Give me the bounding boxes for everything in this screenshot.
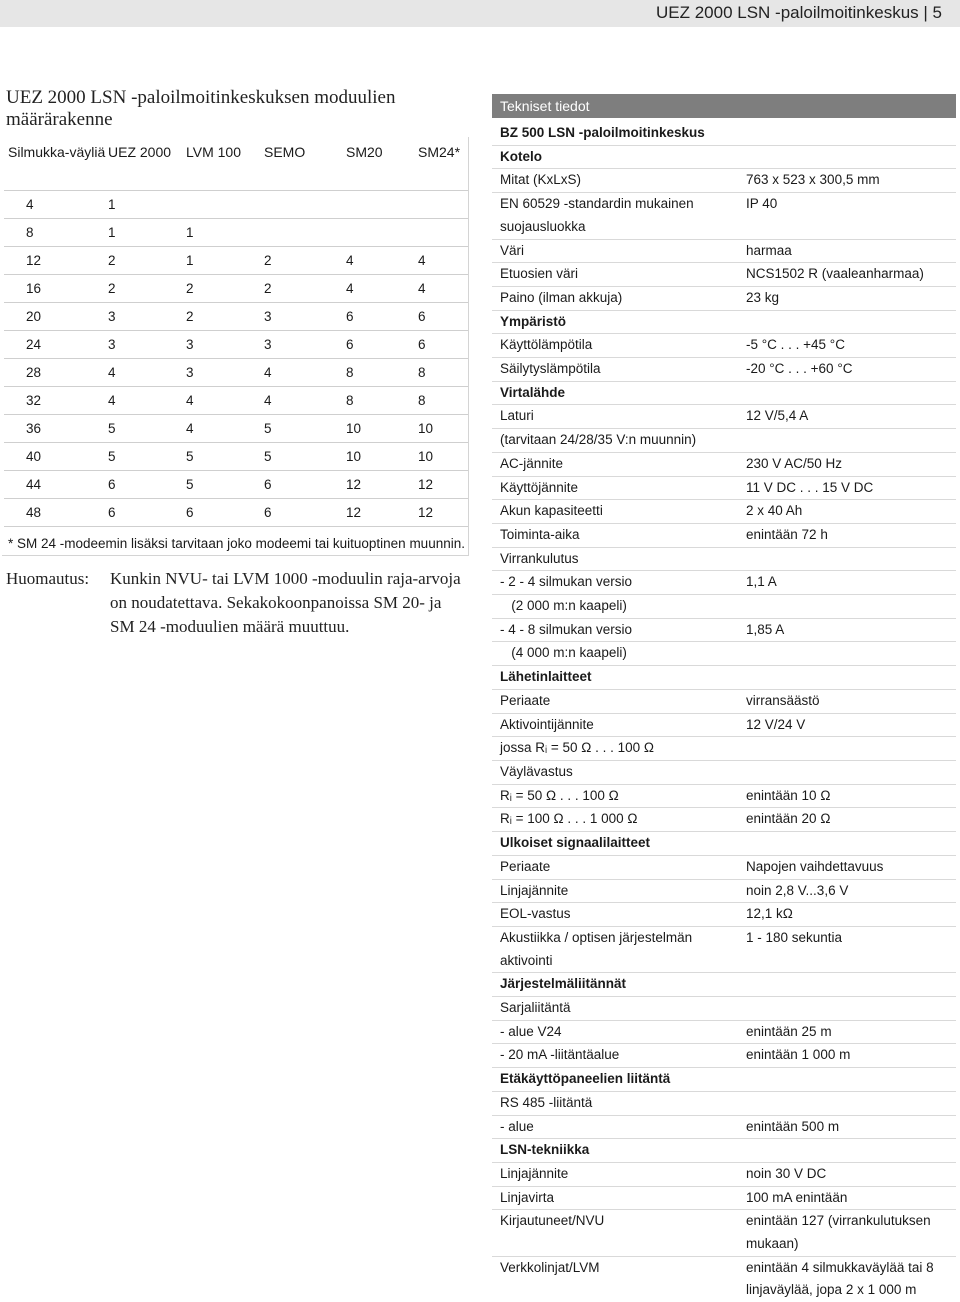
- table-cell: 12: [418, 499, 468, 527]
- col-header: LVM 100: [186, 144, 241, 160]
- spec-value: enintään 25 m: [746, 1023, 832, 1039]
- spec-row: [492, 996, 956, 1020]
- spec-row: [492, 713, 956, 737]
- table-cell: 32: [4, 387, 108, 415]
- spec-row: [492, 192, 956, 238]
- table-cell: 48: [4, 499, 108, 527]
- spec-label: Järjestelmäliitännät: [500, 976, 627, 992]
- col-header: SM24*: [418, 144, 461, 160]
- spec-section-heading: [492, 310, 956, 334]
- table-row: [4, 303, 468, 331]
- spec-value: 1,1 A: [746, 574, 777, 590]
- spec-value: -20 °C . . . +60 °C: [746, 361, 853, 377]
- remark-label: Huomautus:: [6, 569, 90, 588]
- table-row: [4, 387, 468, 415]
- spec-label: Akustiikka / optisen järjestelmän aktivointi: [500, 929, 696, 968]
- table-cell: 2: [186, 303, 264, 331]
- spec-label: (tarvitaan 24/28/35 V:n muunnin): [500, 432, 697, 448]
- spec-label: - 20 mA -liitäntäalue: [500, 1047, 620, 1063]
- table-cell: [418, 191, 468, 219]
- spec-label: Käyttöjännite: [500, 479, 579, 495]
- spec-label: Ulkoiset signaalilaitteet: [500, 835, 651, 851]
- spec-value: enintään 4 silmukkaväylää tai 8 linjaväylää, jopa 2 x 1 000 m: [746, 1259, 934, 1298]
- spec-label: Periaate: [500, 858, 551, 874]
- spec-value: harmaa: [746, 242, 792, 258]
- spec-row: [492, 926, 956, 972]
- spec-label: Toiminta-aika: [500, 526, 580, 542]
- spec-value: enintään 500 m: [746, 1118, 840, 1134]
- spec-label: EOL-vastus: [500, 906, 571, 922]
- table-cell: 10: [346, 415, 418, 443]
- table-cell: 6: [346, 303, 418, 331]
- col-header: UEZ 2000: [108, 144, 172, 160]
- spec-row: [492, 1209, 956, 1255]
- table-row: [4, 415, 468, 443]
- table-cell: 44: [4, 471, 108, 499]
- spec-row: [492, 618, 956, 642]
- spec-label: RS 485 -liitäntä: [500, 1094, 593, 1110]
- table-cell: 40: [4, 443, 108, 471]
- spec-row: [492, 523, 956, 547]
- spec-label: Ympäristö: [500, 313, 567, 329]
- spec-label: EN 60529 -standardin mukainen suojausluokka: [500, 196, 698, 234]
- table-cell: 3: [186, 331, 264, 359]
- spec-row: [492, 855, 956, 879]
- table-cell: 1: [186, 247, 264, 275]
- spec-section-heading: [492, 831, 956, 855]
- spec-value: 11 V DC . . . 15 V DC: [746, 479, 874, 495]
- table-cell: 8: [346, 387, 418, 415]
- spec-row: [492, 807, 956, 831]
- spec-label: Käyttölämpötila: [500, 337, 593, 353]
- spec-label: Verkkolinjat/LVM: [500, 1259, 600, 1275]
- spec-value: 230 V AC/50 Hz: [746, 455, 843, 471]
- spec-label: Aktivointijännite: [500, 716, 594, 732]
- table-cell: 8: [4, 219, 108, 247]
- table-cell: [346, 191, 418, 219]
- table-cell: 6: [264, 471, 346, 499]
- table-cell: 2: [108, 275, 186, 303]
- table-cell: 3: [264, 331, 346, 359]
- spec-value: 763 x 523 x 300,5 mm: [746, 172, 880, 188]
- spec-row: [492, 736, 956, 760]
- spec-label: Rᵢ = 50 Ω . . . 100 Ω: [500, 787, 619, 803]
- table-cell: 1: [108, 191, 186, 219]
- table-cell: 6: [346, 331, 418, 359]
- table-cell: 3: [108, 303, 186, 331]
- spec-value: enintään 72 h: [746, 526, 828, 542]
- table-row: [4, 471, 468, 499]
- table-cell: 2: [186, 275, 264, 303]
- spec-row: [492, 547, 956, 571]
- spec-label: (4 000 m:n kaapeli): [500, 645, 627, 661]
- spec-row: [492, 357, 956, 381]
- spec-label: Virtalähde: [500, 384, 566, 400]
- spec-label: Etuosien väri: [500, 266, 579, 282]
- table-cell: 6: [418, 331, 468, 359]
- spec-label: BZ 500 LSN -paloilmoitinkeskus: [500, 125, 705, 140]
- spec-row: [492, 1020, 956, 1044]
- table-cell: 2: [264, 247, 346, 275]
- spec-row: [492, 760, 956, 784]
- spec-row: [492, 902, 956, 926]
- table-cell: 8: [346, 359, 418, 387]
- spec-value: virransäästö: [746, 692, 820, 708]
- remark-text: Kunkin NVU- tai LVM 1000 -moduulin raja-arvoja on noudatettava. Sekakokoonpanoissa SM 20- ja SM 24 -moduulien määrä muuttuu.: [110, 569, 461, 636]
- spec-label: Laturi: [500, 408, 534, 424]
- spec-label: Säilytyslämpötila: [500, 361, 601, 377]
- spec-section-heading: [492, 1067, 956, 1091]
- spec-label: Etäkäyttöpaneelien liitäntä: [500, 1071, 671, 1087]
- spec-label: Linjajännite: [500, 1165, 569, 1181]
- spec-value: noin 2,8 V...3,6 V: [746, 882, 849, 898]
- spec-value: -5 °C . . . +45 °C: [746, 337, 845, 353]
- table-header-row: [4, 138, 468, 191]
- spec-row: [492, 404, 956, 428]
- table-cell: 24: [4, 331, 108, 359]
- col-header: Silmukka-väyliä: [8, 144, 106, 160]
- table-cell: 4: [418, 247, 468, 275]
- table-cell: 4: [186, 415, 264, 443]
- spec-label: AC-jännite: [500, 455, 564, 471]
- spec-label: Väylävastus: [500, 763, 573, 779]
- table-cell: [186, 191, 264, 219]
- table-row: [4, 219, 468, 247]
- spec-label: Rᵢ = 100 Ω . . . 1 000 Ω: [500, 811, 638, 827]
- spec-value: Napojen vaihdettavuus: [746, 858, 884, 874]
- spec-section-heading: [492, 972, 956, 996]
- spec-row: [492, 239, 956, 263]
- table-cell: [264, 191, 346, 219]
- spec-value: 23 kg: [746, 289, 780, 305]
- spec-row: [492, 1186, 956, 1210]
- table-cell: 6: [264, 499, 346, 527]
- table-cell: 6: [108, 471, 186, 499]
- spec-row: [492, 452, 956, 476]
- table-cell: 8: [418, 359, 468, 387]
- table-cell: 10: [418, 443, 468, 471]
- table-cell: 1: [186, 219, 264, 247]
- table-row: [4, 499, 468, 527]
- spec-value: 100 mA enintään: [746, 1189, 848, 1205]
- spec-label: Väri: [500, 242, 525, 258]
- col-header: SM20: [346, 144, 383, 160]
- page-header: [0, 0, 960, 27]
- table-cell: [418, 219, 468, 247]
- table-cell: 20: [4, 303, 108, 331]
- spec-label: Kotelo: [500, 148, 542, 164]
- table-cell: 36: [4, 415, 108, 443]
- table-cell: 5: [186, 443, 264, 471]
- table-cell: 4: [346, 275, 418, 303]
- table-cell: 6: [108, 499, 186, 527]
- spec-value: 12,1 kΩ: [746, 906, 793, 922]
- table-cell: 12: [418, 471, 468, 499]
- table-row: [4, 443, 468, 471]
- spec-value: noin 30 V DC: [746, 1165, 827, 1181]
- table-cell: 10: [346, 443, 418, 471]
- spec-row: [492, 286, 956, 310]
- module-table: [4, 138, 468, 554]
- spec-label: Akun kapasiteetti: [500, 503, 603, 519]
- spec-row: [492, 168, 956, 192]
- table-footnote: * SM 24 -modeemin lisäksi tarvitaan joko modeemi tai kuituoptinen muunnin.: [4, 527, 468, 555]
- spec-value: 12 V/5,4 A: [746, 408, 809, 424]
- table-cell: 4: [346, 247, 418, 275]
- spec-section-heading: [492, 122, 956, 145]
- table-row: [4, 247, 468, 275]
- header-title: UEZ 2000 LSN -paloilmoitinkeskus | 5: [656, 3, 942, 22]
- table-cell: 5: [108, 415, 186, 443]
- spec-row: [492, 1091, 956, 1115]
- table-cell: 16: [4, 275, 108, 303]
- table-cell: 4: [264, 387, 346, 415]
- table-cell: [346, 219, 418, 247]
- table-cell: 3: [186, 359, 264, 387]
- spec-row: [492, 879, 956, 903]
- section-title: UEZ 2000 LSN -paloilmoitinkeskuksen moduulien määrärakenne: [6, 87, 396, 130]
- spec-section-heading: [492, 145, 956, 169]
- table-cell: 28: [4, 359, 108, 387]
- spec-value: 1 - 180 sekuntia: [746, 929, 843, 945]
- table-cell: 4: [4, 191, 108, 219]
- table-cell: 5: [264, 415, 346, 443]
- spec-row: [492, 689, 956, 713]
- spec-label: Kirjautuneet/NVU: [500, 1213, 605, 1229]
- spec-value: enintään 1 000 m: [746, 1047, 851, 1063]
- table-row: [4, 191, 468, 219]
- table-row: [4, 331, 468, 359]
- table-cell: 12: [346, 499, 418, 527]
- table-cell: 4: [186, 387, 264, 415]
- spec-label: - alue: [500, 1118, 534, 1134]
- spec-section-heading: [492, 1138, 956, 1162]
- spec-row: [492, 594, 956, 618]
- table-row: [4, 275, 468, 303]
- table-cell: [264, 219, 346, 247]
- spec-label: Paino (ilman akkuja): [500, 289, 623, 305]
- spec-value: 2 x 40 Ah: [746, 503, 803, 519]
- spec-row: [492, 333, 956, 357]
- spec-row: [492, 570, 956, 594]
- table-cell: 4: [418, 275, 468, 303]
- spec-row: [492, 476, 956, 500]
- spec-value: enintään 20 Ω: [746, 811, 831, 827]
- table-cell: 4: [108, 387, 186, 415]
- table-row: [4, 359, 468, 387]
- spec-label: Periaate: [500, 692, 551, 708]
- table-cell: 12: [4, 247, 108, 275]
- spec-section-heading: [492, 665, 956, 689]
- spec-section-heading: [492, 381, 956, 405]
- spec-value: enintään 127 (virrankulutuksen mukaan): [746, 1213, 931, 1252]
- spec-value: enintään 10 Ω: [746, 787, 831, 803]
- spec-value: NCS1502 R (vaaleanharmaa): [746, 266, 924, 282]
- spec-value: IP 40: [746, 196, 778, 212]
- table-cell: 5: [108, 443, 186, 471]
- col-header: SEMO: [264, 144, 306, 160]
- spec-label: Linjajännite: [500, 882, 569, 898]
- spec-label: Lähetinlaitteet: [500, 669, 592, 685]
- table-cell: 5: [264, 443, 346, 471]
- tech-specs: [492, 94, 956, 1302]
- spec-label: (2 000 m:n kaapeli): [500, 598, 627, 614]
- spec-row: [492, 499, 956, 523]
- spec-row: [492, 1162, 956, 1186]
- table-cell: 2: [108, 247, 186, 275]
- table-cell: 12: [346, 471, 418, 499]
- table-cell: 6: [418, 303, 468, 331]
- spec-row: [492, 1256, 956, 1302]
- table-cell: 4: [264, 359, 346, 387]
- spec-label: Linjavirta: [500, 1189, 555, 1205]
- table-cell: 5: [186, 471, 264, 499]
- table-cell: 2: [264, 275, 346, 303]
- table-cell: 1: [108, 219, 186, 247]
- spec-row: [492, 1115, 956, 1139]
- table-cell: 3: [264, 303, 346, 331]
- spec-label: Sarjaliitäntä: [500, 1000, 571, 1016]
- spec-row: [492, 1043, 956, 1067]
- spec-label: LSN-tekniikka: [500, 1142, 590, 1158]
- spec-row: [492, 262, 956, 286]
- spec-label: Mitat (KxLxS): [500, 172, 582, 188]
- specs-heading: Tekniset tiedot: [492, 94, 956, 118]
- specs-list: [492, 122, 956, 1302]
- spec-value: 1,85 A: [746, 621, 785, 637]
- spec-label: - 2 - 4 silmukan versio: [500, 574, 633, 590]
- spec-row: [492, 641, 956, 665]
- spec-row: [492, 784, 956, 808]
- table-footnote-row: [4, 527, 468, 555]
- spec-label: jossa Rᵢ = 50 Ω . . . 100 Ω: [500, 740, 655, 756]
- spec-label: Virrankulutus: [500, 550, 579, 566]
- table-cell: 8: [418, 387, 468, 415]
- spec-label: - alue V24: [500, 1023, 562, 1039]
- table-cell: 10: [418, 415, 468, 443]
- spec-label: - 4 - 8 silmukan versio: [500, 621, 633, 637]
- spec-value: 12 V/24 V: [746, 716, 806, 732]
- table-cell: 4: [108, 359, 186, 387]
- table-cell: 6: [186, 499, 264, 527]
- table-cell: 3: [108, 331, 186, 359]
- spec-row: [492, 428, 956, 452]
